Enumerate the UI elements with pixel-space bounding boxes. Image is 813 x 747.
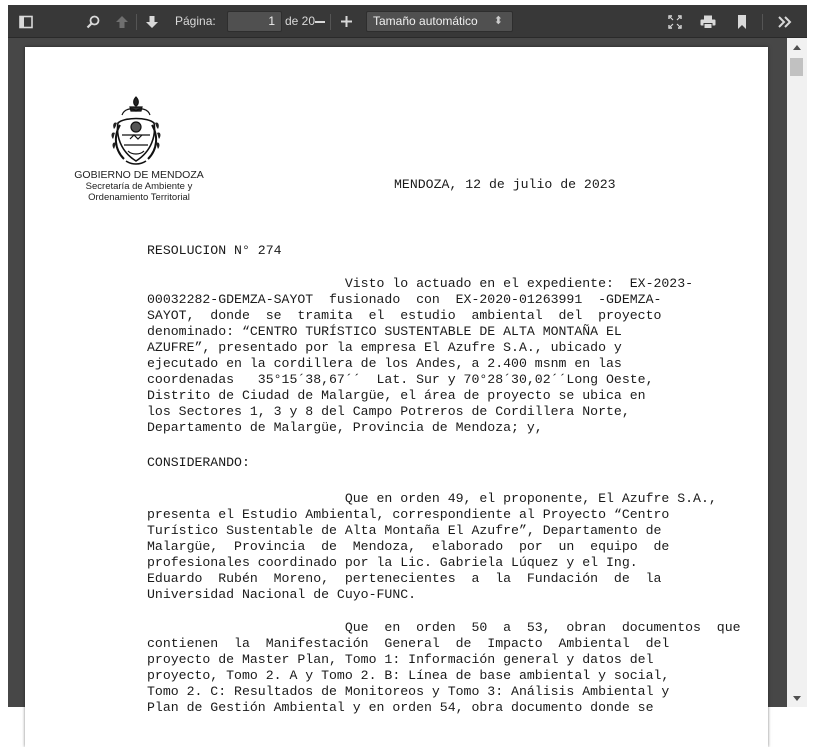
arrow-up-icon[interactable] <box>111 5 133 38</box>
toolbar-separator <box>330 14 331 30</box>
paragraph-visto: Visto lo actuado en el expediente: EX-2023- 00032282-GDEMZA-SAYOT fusionado con EX-2020-01263991 -GDEMZA- SAYOT, donde se tramita el estudio ambiental del proyecto denominado: “CENTRO TURÍSTICO SUSTENTABLE DE ALTA MONTAÑA EL AZUFRE”, presentado por la empresa El Azufre S.A., ubicado y ejecutado en la cordillera de los Andes, a 2.400 msnm en las coordenadas 35°15´38,67´´ Lat. Sur y 70°28´30,02´´Long Oeste, Distrito de Ciudad de Malargüe, el área de proyecto se ubica en los Sectores 1, 3 y 8 del Campo Potreros de Cordillera Norte, Departamento de Malargüe, Provincia de Mendoza; y, <box>147 276 694 435</box>
government-header <box>59 169 219 203</box>
sidebar-toggle-icon[interactable] <box>13 5 39 38</box>
print-icon[interactable] <box>696 5 720 38</box>
paragraph-orden-49: Que en orden 49, el proponente, El Azufre S.A., presenta el Estudio Ambiental, correspondiente al Proyecto “Centro Turístico Sustentable de Alta Montaña El Azufre”, Departamento de Malargüe, Provincia de Mendoza, elaborado por un equipo de profesionales coordinado por la Lic. Gabriela Lúquez y el Ing. Eduardo Rubén Moreno, pertenecientes a la Fundación de la Universidad Nacional de Cuyo-FUNC. <box>147 491 717 602</box>
zoom-select[interactable] <box>366 11 513 32</box>
considerando-heading: CONSIDERANDO: <box>147 455 250 470</box>
minus-icon[interactable] <box>313 5 327 38</box>
scroll-down-arrow-icon[interactable] <box>793 696 801 701</box>
toolbar-separator <box>762 14 763 30</box>
scroll-up-arrow-icon[interactable] <box>793 45 801 50</box>
bookmark-icon[interactable] <box>732 5 752 38</box>
resolution-number: RESOLUCION N° 274 <box>147 243 282 258</box>
page-total: de 20 <box>285 14 316 28</box>
zoom-select-value: Tamaño automático <box>373 14 478 28</box>
vertical-scrollbar[interactable] <box>787 38 807 707</box>
mendoza-coat-of-arms-logo <box>108 95 164 167</box>
scrollbar-thumb[interactable] <box>790 58 803 76</box>
pdf-viewer <box>8 5 807 715</box>
page-label: Página: <box>175 14 216 28</box>
org-secretariat: Secretaría de Ambiente y <box>85 181 193 192</box>
search-icon[interactable] <box>81 5 105 38</box>
toolbar <box>8 5 807 38</box>
select-arrows-icon: ⬍ <box>493 15 503 27</box>
page-number-input[interactable]: 1 <box>227 11 282 32</box>
paragraph-orden-50: Que en orden 50 a 53, obran documentos que contienen la Manifestación General de Impacto Ambiental del proyecto de Master Plan, Tomo 1: Información general y datos del proyecto, Tomo 2. A y Tomo 2. B: Línea de base ambiental y social, Tomo 2. C: Resultados de Monitoreos y Tomo 3: Análisis Ambiental y Plan de Gestión Ambiental y en orden 54, obra documento donde se <box>147 620 741 715</box>
toolbar-separator <box>136 14 137 30</box>
org-name: GOBIERNO DE MENDOZA <box>74 169 204 181</box>
plus-icon[interactable] <box>337 5 355 38</box>
org-secretariat-cont: Ordenamiento Territorial <box>88 192 190 203</box>
presentation-mode-icon[interactable] <box>664 5 686 38</box>
document-date: MENDOZA, 12 de julio de 2023 <box>394 177 616 192</box>
arrow-down-icon[interactable] <box>141 5 163 38</box>
document-page <box>25 47 768 747</box>
double-chevron-right-icon[interactable] <box>772 5 798 38</box>
document-viewer[interactable] <box>8 38 787 715</box>
